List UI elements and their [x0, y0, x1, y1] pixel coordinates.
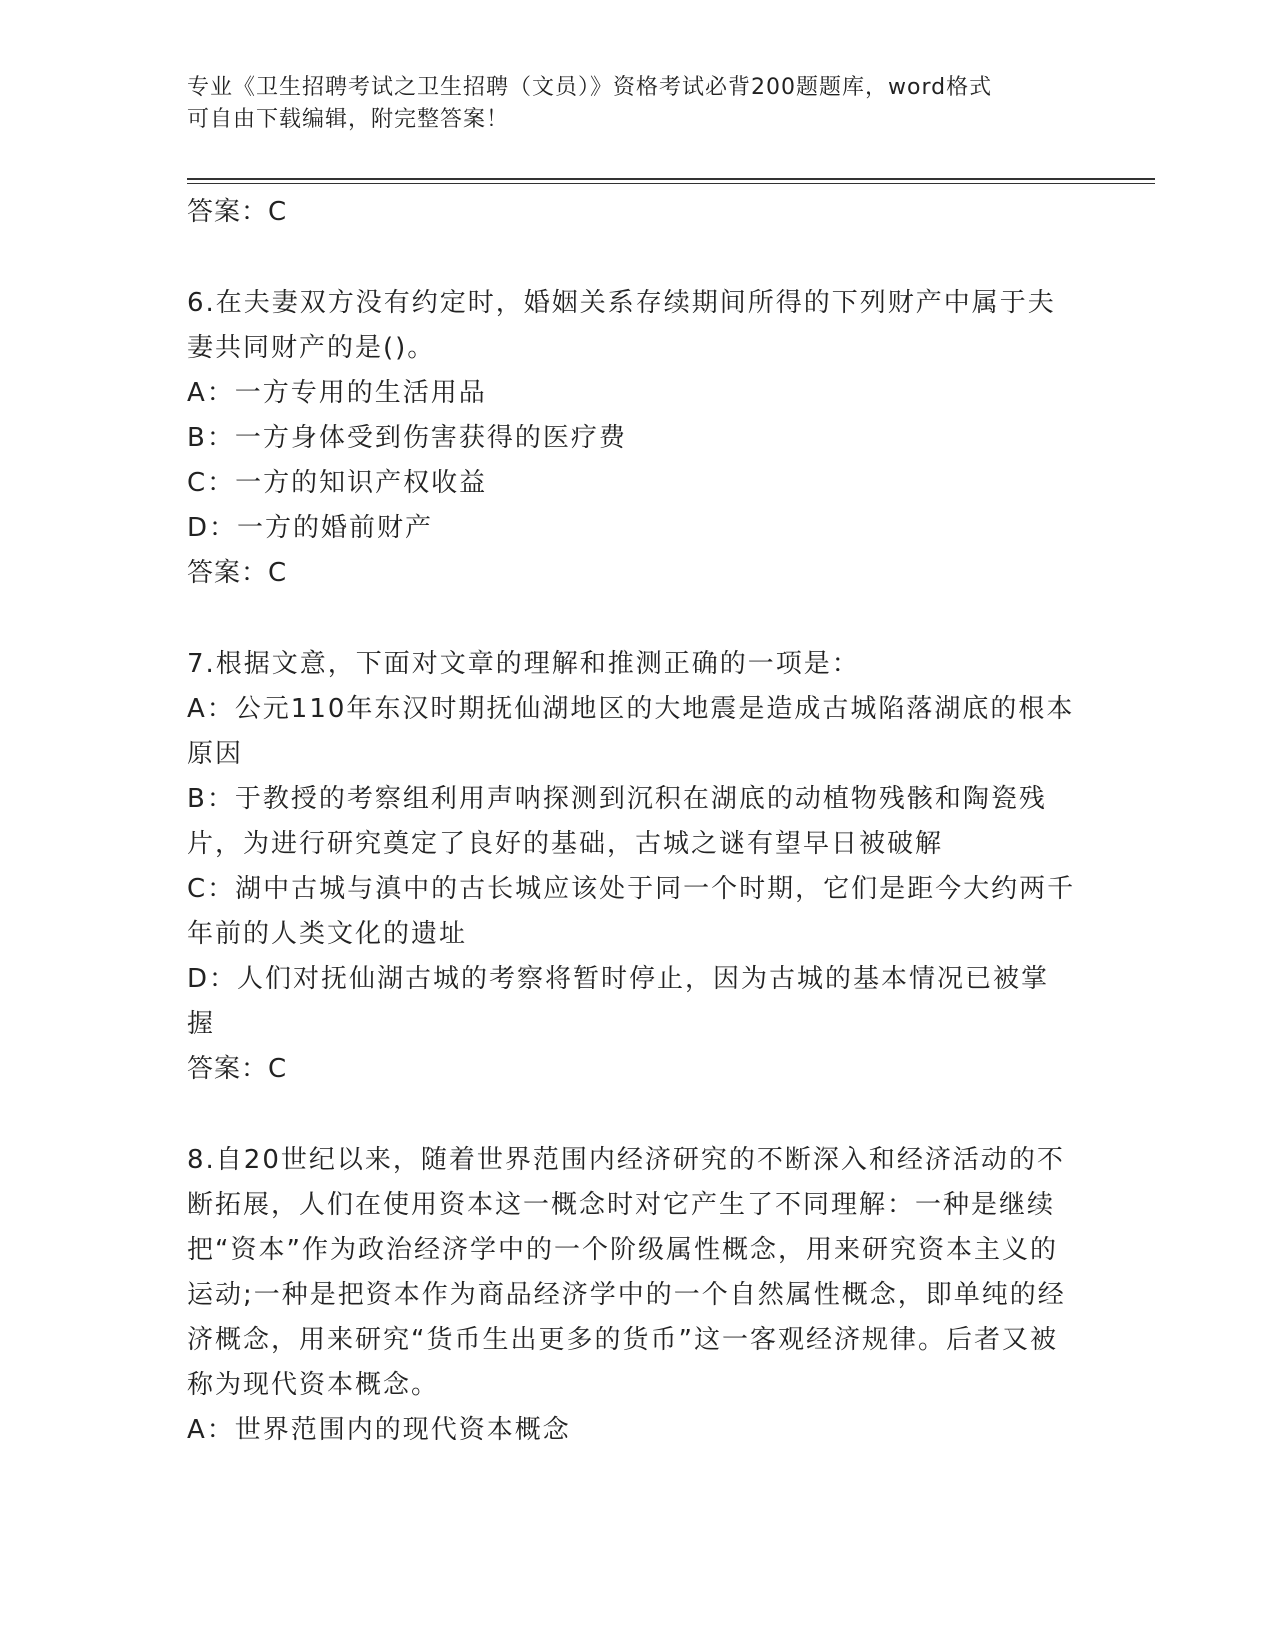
- answer-5: 答案：C: [187, 197, 288, 227]
- question-6-stem: 6.在夫妻双方没有约定时，婚姻关系存续期间所得的下列财产中属于夫妻共同财产的是()。: [187, 288, 1056, 363]
- header-divider-thick: [187, 178, 1155, 180]
- question-7-answer: 答案：C: [187, 1054, 288, 1084]
- spacer: [187, 596, 1077, 642]
- question-6-answer: 答案：C: [187, 558, 288, 588]
- question-7: [187, 642, 1077, 1092]
- header-divider-thin: [187, 183, 1155, 184]
- question-7-option-c: C：湖中古城与滇中的古长城应该处于同一个时期，它们是距今大约两千年前的人类文化的遗址: [187, 874, 1076, 949]
- question-6-option-c: C：一方的知识产权收益: [187, 468, 488, 498]
- header-title-line-2: 可自由下载编辑，附完整答案！: [187, 107, 510, 132]
- spacer: [187, 1092, 1077, 1138]
- question-7-option-a: A：公元110年东汉时期抚仙湖地区的大地震是造成古城陷落湖底的根本原因: [187, 694, 1075, 769]
- question-8-stem: 8.自20世纪以来，随着世界范围内经济研究的不断深入和经济活动的不断拓展，人们在使用资本这一概念时对它产生了不同理解：一种是继续把“资本”作为政治经济学中的一个阶级属性概念，用来研究资本主义的运动;一种是把资本作为商品经济学中的一个自然属性概念，即单纯的经济概念，用来研究“货币生出更多的货币”这一客观经济规律。后者又被称为现代资本概念。: [187, 1145, 1066, 1400]
- question-7-stem: 7.根据文意，下面对文章的理解和推测正确的一项是：: [187, 649, 860, 679]
- question-7-option-d: D：人们对抚仙湖古城的考察将暂时停止，因为古城的基本情况已被掌握: [187, 964, 1050, 1039]
- question-6-option-d: D：一方的婚前财产: [187, 513, 434, 543]
- question-6: [187, 281, 1077, 596]
- header-title-line-1: 专业《卫生招聘考试之卫生招聘（文员）》资格考试必背200题题库，word格式: [187, 75, 993, 100]
- document-header: [187, 72, 1067, 136]
- question-6-option-a: A：一方专用的生活用品: [187, 378, 487, 408]
- question-list: [187, 190, 1077, 1453]
- question-7-option-b: B：于教授的考察组利用声呐探测到沉积在湖底的动植物残骸和陶瓷残片，为进行研究奠定了良好的基础，古城之谜有望早日被破解: [187, 784, 1047, 859]
- question-8-option-a: A：世界范围内的现代资本概念: [187, 1415, 571, 1445]
- spacer: [187, 235, 1077, 281]
- question-8: [187, 1138, 1077, 1453]
- question-6-option-b: B：一方身体受到伤害获得的医疗费: [187, 423, 627, 453]
